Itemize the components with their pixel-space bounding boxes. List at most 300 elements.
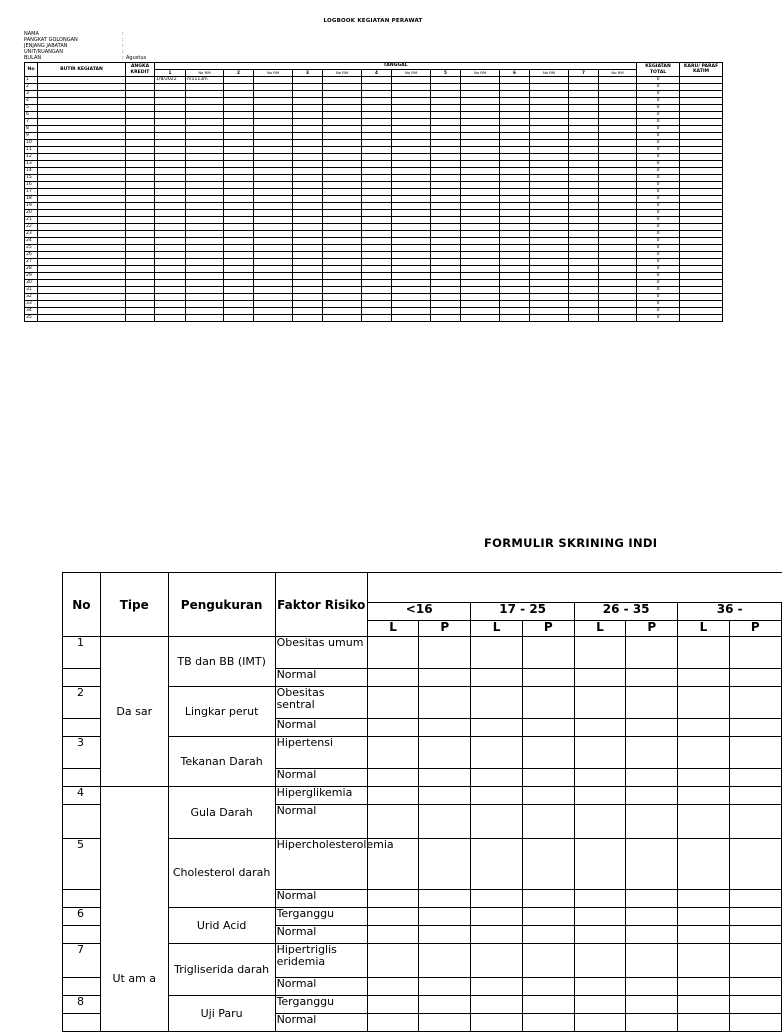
sk-count-cell	[729, 944, 781, 978]
rm-cell	[461, 224, 500, 231]
row-number: 14	[25, 168, 38, 175]
sk-no-blank	[63, 1014, 101, 1032]
paraf-cell	[680, 245, 723, 252]
butir-cell	[38, 91, 126, 98]
paraf-cell	[680, 133, 723, 140]
rm-cell	[186, 84, 224, 91]
rm-cell	[461, 210, 500, 217]
table-row	[25, 196, 723, 203]
butir-cell	[38, 238, 126, 245]
rm-cell	[186, 231, 224, 238]
rm-cell	[392, 133, 431, 140]
date-cell	[224, 154, 254, 161]
paraf-cell	[680, 203, 723, 210]
sk-faktor: Normal	[275, 805, 367, 839]
date-cell	[362, 154, 392, 161]
info-value: Agustus	[126, 55, 147, 61]
date-cell	[569, 308, 599, 315]
angka-cell	[126, 231, 155, 238]
date-cell	[569, 119, 599, 126]
rm-cell	[461, 98, 500, 105]
row-number: 1	[25, 77, 38, 84]
date-cell	[362, 245, 392, 252]
sk-count-cell	[626, 978, 678, 996]
date-cell	[362, 203, 392, 210]
date-cell	[569, 182, 599, 189]
date-cell	[155, 147, 186, 154]
rm-cell	[254, 91, 293, 98]
sk-count-cell	[419, 669, 471, 687]
angka-cell	[126, 189, 155, 196]
day-rm: No RM	[461, 70, 500, 77]
sk-count-cell	[729, 669, 781, 687]
date-cell	[500, 273, 530, 280]
rm-cell	[254, 252, 293, 259]
skrining-form	[0, 530, 768, 1024]
date-cell	[155, 273, 186, 280]
angka-cell	[126, 252, 155, 259]
sk-count-cell	[729, 805, 781, 839]
rm-cell	[323, 231, 362, 238]
rm-cell	[323, 147, 362, 154]
sk-count-cell	[626, 637, 678, 669]
sk-data-row	[63, 737, 782, 769]
date-cell	[155, 105, 186, 112]
sk-count-cell	[574, 996, 625, 1014]
logbook-title: LOGBOOK KEGIATAN PERAWAT	[323, 18, 423, 24]
date-cell	[500, 245, 530, 252]
sk-count-cell	[419, 805, 471, 839]
sk-no: 7	[63, 944, 101, 978]
rm-cell	[530, 168, 569, 175]
angka-cell	[126, 308, 155, 315]
sk-data-row	[63, 996, 782, 1014]
sk-count-cell	[678, 687, 729, 719]
total-cell: 0	[637, 259, 680, 266]
rm-cell	[461, 315, 500, 322]
age-group: 26 - 35	[574, 603, 677, 621]
date-cell	[569, 210, 599, 217]
total-cell: 0	[637, 168, 680, 175]
butir-cell	[38, 161, 126, 168]
rm-cell	[392, 112, 431, 119]
sk-count-cell	[522, 890, 574, 908]
date-cell	[569, 91, 599, 98]
sk-count-cell	[729, 1014, 781, 1032]
date-cell	[293, 308, 323, 315]
date-cell	[224, 84, 254, 91]
row-number: 15	[25, 175, 38, 182]
date-cell	[155, 140, 186, 147]
date-cell	[293, 140, 323, 147]
table-row	[25, 210, 723, 217]
rm-cell	[186, 273, 224, 280]
rm-cell	[254, 119, 293, 126]
rm-cell	[599, 259, 637, 266]
date-cell	[569, 217, 599, 224]
angka-cell	[126, 301, 155, 308]
date-cell	[293, 161, 323, 168]
rm-cell	[186, 238, 224, 245]
row-number: 32	[25, 294, 38, 301]
sk-no-blank	[63, 890, 101, 908]
table-row	[25, 112, 723, 119]
rm-cell	[323, 287, 362, 294]
date-cell	[500, 182, 530, 189]
rm-cell	[323, 245, 362, 252]
sk-faktor: Normal	[275, 669, 367, 687]
date-cell	[569, 287, 599, 294]
sk-count-cell	[419, 737, 471, 769]
sk-count-cell	[729, 737, 781, 769]
skrining-title: FORMULIR SKRINING INDI	[484, 536, 658, 550]
sk-count-cell	[574, 839, 625, 890]
row-number: 11	[25, 147, 38, 154]
info-label: UNIT/RUANGAN	[24, 49, 63, 55]
date-cell	[224, 301, 254, 308]
date-cell	[293, 245, 323, 252]
date-cell	[431, 217, 461, 224]
date-cell	[431, 315, 461, 322]
rm-cell	[392, 161, 431, 168]
angka-cell	[126, 217, 155, 224]
table-row	[25, 189, 723, 196]
sk-no-blank	[63, 978, 101, 996]
paraf-cell	[680, 280, 723, 287]
date-cell	[431, 147, 461, 154]
date-cell	[431, 189, 461, 196]
date-cell	[362, 126, 392, 133]
sk-count-cell	[419, 719, 471, 737]
date-cell	[224, 105, 254, 112]
sk-count-cell	[678, 737, 729, 769]
rm-cell	[461, 126, 500, 133]
date-cell	[293, 210, 323, 217]
angka-cell	[126, 266, 155, 273]
paraf-cell	[680, 315, 723, 322]
date-cell	[569, 175, 599, 182]
sk-count-cell	[678, 926, 729, 944]
paraf-cell	[680, 154, 723, 161]
rm-cell	[461, 84, 500, 91]
butir-cell	[38, 98, 126, 105]
rm-cell	[392, 196, 431, 203]
paraf-cell	[680, 112, 723, 119]
sk-count-cell	[419, 926, 471, 944]
table-row	[25, 294, 723, 301]
rm-cell	[186, 315, 224, 322]
table-row	[25, 203, 723, 210]
date-cell	[431, 112, 461, 119]
date-cell	[500, 203, 530, 210]
date-cell	[431, 77, 461, 84]
date-cell	[431, 273, 461, 280]
sex-label: P	[729, 621, 781, 637]
sk-count-cell	[471, 944, 522, 978]
rm-cell	[323, 161, 362, 168]
butir-cell	[38, 175, 126, 182]
row-number: 13	[25, 161, 38, 168]
day-rm: No RM	[599, 70, 637, 77]
butir-cell	[38, 231, 126, 238]
date-cell	[362, 77, 392, 84]
rm-cell	[530, 119, 569, 126]
day-number: 7	[569, 70, 599, 77]
angka-cell	[126, 154, 155, 161]
total-cell: 0	[637, 140, 680, 147]
date-cell	[431, 84, 461, 91]
paraf-cell	[680, 182, 723, 189]
date-cell	[224, 126, 254, 133]
header-no: No	[25, 63, 38, 77]
rm-cell	[461, 154, 500, 161]
date-cell	[293, 259, 323, 266]
sk-count-cell	[626, 1014, 678, 1032]
date-cell	[500, 231, 530, 238]
sk-faktor: Hipertriglis eridemia	[275, 944, 367, 978]
paraf-cell	[680, 287, 723, 294]
row-number: 24	[25, 238, 38, 245]
rm-cell	[599, 203, 637, 210]
rm-cell	[186, 147, 224, 154]
info-label: NAMA	[24, 31, 39, 37]
total-cell: 0	[637, 84, 680, 91]
sk-no: 8	[63, 996, 101, 1014]
sk-faktor: Normal	[275, 1014, 367, 1032]
sk-header-pengukuran: Pengukuran	[168, 573, 275, 637]
date-cell	[362, 280, 392, 287]
sk-count-cell	[626, 805, 678, 839]
rm-cell	[461, 259, 500, 266]
table-row	[25, 259, 723, 266]
table-row	[25, 119, 723, 126]
total-cell: 0	[637, 224, 680, 231]
total-cell: 0	[637, 231, 680, 238]
sk-count-cell	[729, 890, 781, 908]
sk-count-cell	[626, 719, 678, 737]
header-row	[25, 63, 723, 70]
paraf-cell	[680, 273, 723, 280]
paraf-cell	[680, 217, 723, 224]
sk-no: 3	[63, 737, 101, 769]
date-cell	[362, 294, 392, 301]
date-cell	[155, 182, 186, 189]
rm-cell	[392, 224, 431, 231]
rm-cell	[530, 315, 569, 322]
rm-cell	[530, 140, 569, 147]
rm-cell	[530, 238, 569, 245]
row-number: 23	[25, 231, 38, 238]
butir-cell	[38, 84, 126, 91]
date-cell	[500, 91, 530, 98]
date-cell	[362, 168, 392, 175]
rm-cell	[392, 175, 431, 182]
rm-cell	[599, 294, 637, 301]
rm-cell	[254, 301, 293, 308]
butir-cell	[38, 203, 126, 210]
rm-cell	[323, 266, 362, 273]
date-cell	[500, 301, 530, 308]
date-cell	[569, 301, 599, 308]
total-cell: 0	[637, 210, 680, 217]
total-cell: 0	[637, 308, 680, 315]
rm-cell	[392, 91, 431, 98]
sk-count-cell	[626, 908, 678, 926]
sk-no-blank	[63, 769, 101, 787]
row-number: 9	[25, 133, 38, 140]
logbook-sheet	[24, 18, 722, 322]
rm-cell	[323, 224, 362, 231]
sk-count-cell	[729, 978, 781, 996]
rm-cell	[323, 210, 362, 217]
date-cell	[155, 203, 186, 210]
sk-count-cell	[574, 737, 625, 769]
rm-cell	[186, 294, 224, 301]
row-number: 20	[25, 210, 38, 217]
sk-header-row	[63, 573, 782, 603]
rm-cell	[392, 182, 431, 189]
sk-count-cell	[471, 839, 522, 890]
rm-cell	[599, 217, 637, 224]
info-label: BULAN	[24, 55, 42, 61]
date-cell	[500, 84, 530, 91]
sex-label: L	[471, 621, 522, 637]
date-cell	[293, 287, 323, 294]
sk-count-cell	[419, 1014, 471, 1032]
angka-cell	[126, 77, 155, 84]
date-cell	[155, 112, 186, 119]
date-cell	[293, 189, 323, 196]
date-cell	[155, 245, 186, 252]
paraf-cell	[680, 84, 723, 91]
day-number: 2	[224, 70, 254, 77]
sk-count-cell	[367, 687, 418, 719]
sk-count-cell	[678, 719, 729, 737]
sk-count-cell	[367, 787, 418, 805]
total-cell: 0	[637, 77, 680, 84]
date-cell	[293, 315, 323, 322]
rm-cell	[323, 280, 362, 287]
date-cell	[362, 112, 392, 119]
butir-cell	[38, 259, 126, 266]
rm-cell	[530, 84, 569, 91]
row-number: 18	[25, 196, 38, 203]
sk-count-cell	[522, 996, 574, 1014]
rm-cell	[186, 119, 224, 126]
butir-cell	[38, 133, 126, 140]
date-cell	[362, 161, 392, 168]
rm-cell	[186, 112, 224, 119]
sk-pengukuran: Urid Acid	[168, 908, 275, 944]
rm-cell	[599, 140, 637, 147]
angka-cell	[126, 91, 155, 98]
date-cell	[155, 175, 186, 182]
table-row	[25, 245, 723, 252]
rm-cell	[530, 273, 569, 280]
rm-cell	[530, 252, 569, 259]
date-cell	[224, 217, 254, 224]
rm-cell	[530, 287, 569, 294]
rm-cell	[323, 154, 362, 161]
rm-cell	[323, 315, 362, 322]
row-number: 33	[25, 301, 38, 308]
date-cell	[500, 294, 530, 301]
sex-label: L	[574, 621, 625, 637]
sk-count-cell	[522, 737, 574, 769]
rm-cell: m1113m	[186, 77, 224, 84]
table-row	[25, 140, 723, 147]
date-cell	[569, 161, 599, 168]
date-cell	[362, 210, 392, 217]
rm-cell	[530, 182, 569, 189]
rm-cell	[461, 245, 500, 252]
total-cell: 0	[637, 126, 680, 133]
sk-count-cell	[522, 1014, 574, 1032]
rm-cell	[323, 273, 362, 280]
total-cell: 0	[637, 245, 680, 252]
date-cell	[293, 91, 323, 98]
sk-count-cell	[367, 890, 418, 908]
date-cell	[431, 105, 461, 112]
date-cell	[224, 273, 254, 280]
table-row	[25, 126, 723, 133]
date-cell	[569, 168, 599, 175]
date-cell	[155, 315, 186, 322]
angka-cell	[126, 168, 155, 175]
rm-cell	[254, 105, 293, 112]
sk-count-cell	[574, 978, 625, 996]
row-number: 34	[25, 308, 38, 315]
rm-cell	[323, 119, 362, 126]
paraf-cell	[680, 231, 723, 238]
angka-cell	[126, 280, 155, 287]
rm-cell	[186, 259, 224, 266]
total-cell: 0	[637, 91, 680, 98]
rm-cell	[323, 196, 362, 203]
rm-cell	[254, 126, 293, 133]
rm-cell	[461, 196, 500, 203]
rm-cell	[599, 301, 637, 308]
rm-cell	[392, 154, 431, 161]
sk-count-cell	[626, 996, 678, 1014]
rm-cell	[599, 77, 637, 84]
butir-cell	[38, 308, 126, 315]
rm-cell	[323, 98, 362, 105]
day-rm: No RM	[186, 70, 224, 77]
rm-cell	[530, 245, 569, 252]
paraf-cell	[680, 175, 723, 182]
sk-count-cell	[678, 996, 729, 1014]
rm-cell	[323, 308, 362, 315]
rm-cell	[186, 91, 224, 98]
date-cell	[500, 224, 530, 231]
sk-count-cell	[522, 944, 574, 978]
date-cell	[293, 252, 323, 259]
date-cell	[569, 280, 599, 287]
sk-count-cell	[471, 719, 522, 737]
paraf-cell	[680, 126, 723, 133]
sk-faktor: Hiperglikemia	[275, 787, 367, 805]
date-cell	[362, 217, 392, 224]
date-cell	[569, 133, 599, 140]
rm-cell	[254, 266, 293, 273]
total-cell: 0	[637, 196, 680, 203]
row-number: 35	[25, 315, 38, 322]
rm-cell	[530, 203, 569, 210]
paraf-cell	[680, 161, 723, 168]
rm-cell	[599, 84, 637, 91]
rm-cell	[254, 189, 293, 196]
